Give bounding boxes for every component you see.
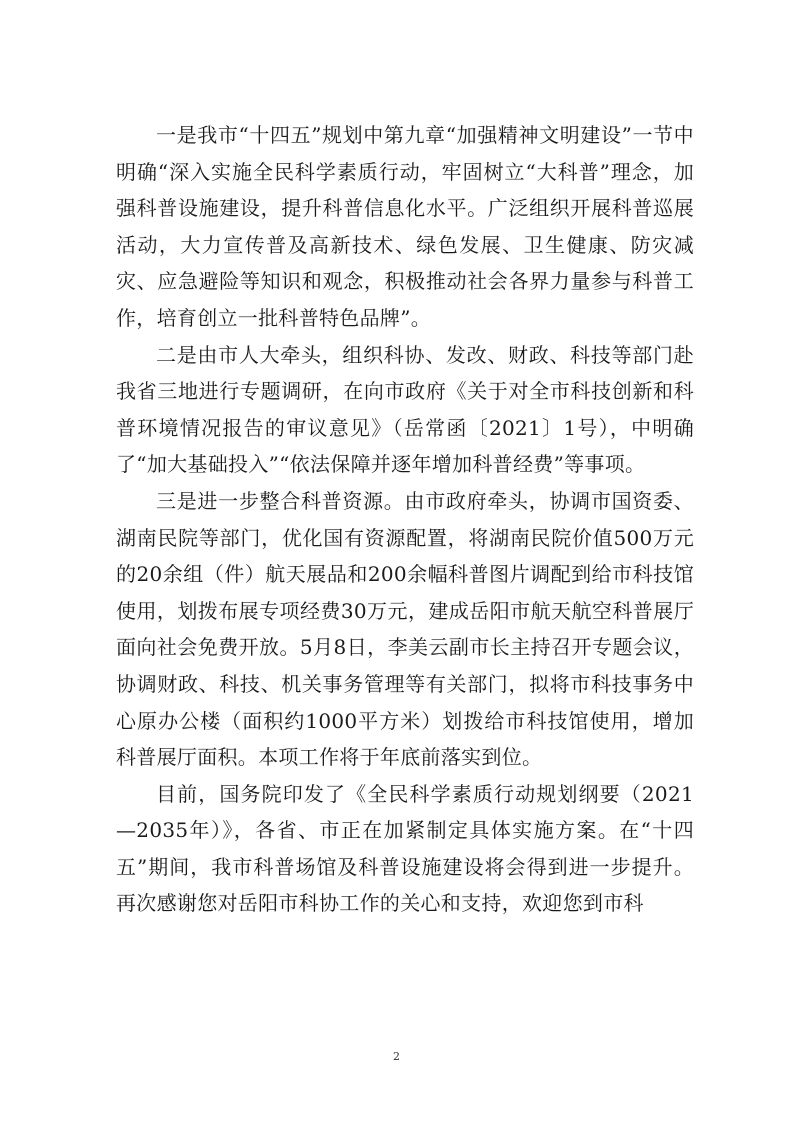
paragraph-peoples-congress: 二是由市人大牵头，组织科协、发改、财政、科技等部门赴我省三地进行专题调研，在向市政府《关于对全市科技创新和科普环境情况报告的审议意见》（岳常函〔2021〕1号），中明确了“加大基础投入”“依法保障并逐年增加科普经费”等事项。 [116,342,694,477]
body-text [116,117,694,922]
page-number: 2 [393,1050,400,1063]
paragraph-resources: 三是进一步整合科普资源。由市政府牵头，协调市国资委、湖南民院等部门，优化国有资源配置，将湖南民院价值500万元的20余组（件）航天展品和200余幅科普图片调配到给市科技馆使用，划拨布展专项经费30万元，建成岳阳市航天航空科普展厅面向社会免费开放。5月8日，李美云副市长主持召开专题会议，协调财政、科技、机关事务管理等有关部门，拟将市科技事务中心原办公楼（面积约1000平方米）划拨给市科技馆使用，增加科普展厅面积。本项工作将于年底前落实到位。 [116,488,694,770]
paragraph-conclusion: 目前，国务院印发了《全民科学素质行动规划纲要（2021—2035年）》，各省、市正在加紧制定具体实施方案。在“十四五”期间，我市科普场馆及科普设施建设将会得到进一步提升。再次感谢您对岳阳市科协工作的关心和支持，欢迎您到市科 [116,781,694,916]
paragraph-planning: 一是我市“十四五”规划中第九章“加强精神文明建设”一节中明确“深入实施全民科学素质行动，牢固树立“大科普”理念，加强科普设施建设，提升科普信息化水平。广泛组织开展科普巡展活动，大力宣传普及高新技术、绿色发展、卫生健康、防灾减灾、应急避险等知识和观念，积极推动社会各界力量参与科普工作，培育创立一批科普特色品牌”。 [116,123,694,330]
